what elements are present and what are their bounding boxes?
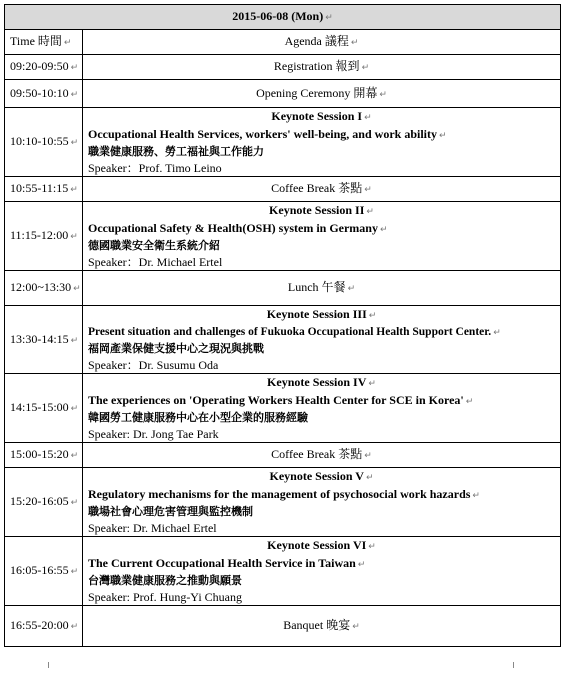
- session-topic: Occupational Safety & Health(OSH) system in Germany ↵: [88, 221, 388, 235]
- session-title-text: Keynote Session III: [266, 307, 367, 321]
- speaker-text: Speaker: Prof. Hung-Yi Chuang: [88, 590, 242, 604]
- session-speaker: [88, 254, 555, 270]
- session-speaker: [88, 357, 555, 373]
- agenda-header: Agenda 議程 ↵: [83, 30, 561, 55]
- time-cell: 15:20-16:05 ↵: [5, 468, 83, 537]
- session-topic-zh: 韓國勞工健康服務中心在小型企業的服務經驗: [88, 411, 308, 424]
- agenda-text: Registration 報到: [273, 59, 360, 73]
- session-topic: The experiences on 'Operating Workers Health Center for SCE in Korea' ↵: [88, 393, 474, 407]
- session-title-text: Keynote Session II: [269, 203, 365, 217]
- time-cell: 13:30-14:15 ↵: [5, 306, 83, 374]
- session-topic-zh: 職場社會心理危害管理與監控機制: [88, 505, 253, 518]
- time-text: 16:55-20:00: [10, 618, 69, 632]
- session-title-text: Keynote Session VI: [267, 538, 367, 552]
- agenda-header-label: Agenda 議程: [284, 34, 349, 48]
- time-text: 10:10-10:55: [10, 134, 69, 148]
- keynote-row: [5, 537, 561, 606]
- header-row: [5, 30, 561, 55]
- keynote-cell: [83, 374, 561, 443]
- agenda-cell: Coffee Break 茶點 ↵: [83, 177, 561, 202]
- page-corner-mark: [48, 662, 55, 668]
- session-title: Keynote Session I ↵: [271, 109, 372, 123]
- speaker-text: Speaker: Dr. Michael Ertel: [88, 521, 217, 535]
- session-title: Keynote Session IV ↵: [267, 375, 376, 389]
- keynote-row: [5, 306, 561, 374]
- time-cell: 16:05-16:55 ↵: [5, 537, 83, 606]
- session-title-text: Keynote Session V: [269, 469, 364, 483]
- session-topic: Present situation and challenges of Fukuoka Occupational Health Support Center. ↵: [88, 326, 501, 338]
- session-topic: The Current Occupational Health Service in Taiwan ↵: [88, 556, 366, 570]
- session-topic-text: Present situation and challenges of Fukuoka Occupational Health Support Center.: [88, 326, 492, 338]
- session-topic-text: Occupational Safety & Health(OSH) system in Germany: [88, 221, 378, 235]
- session-topic-zh: 職業健康服務、勞工福祉與工作能力: [88, 145, 264, 158]
- speaker-text: Speaker：Dr. Michael Ertel: [88, 255, 223, 269]
- time-cell: 09:20-09:50 ↵: [5, 55, 83, 80]
- agenda-row: [5, 606, 561, 647]
- keynote-row: [5, 108, 561, 177]
- agenda-text: Opening Ceremony 開幕: [256, 85, 378, 100]
- agenda-cell: Lunch 午餐 ↵: [83, 271, 561, 306]
- time-text: 09:50-10:10: [10, 85, 69, 100]
- time-header: Time 時間 ↵: [5, 30, 83, 55]
- keynote-cell: [83, 537, 561, 606]
- time-header-label: Time 時間: [10, 34, 62, 48]
- time-cell: 10:55-11:15 ↵: [5, 177, 83, 202]
- time-text: 10:55-11:15: [10, 181, 69, 195]
- speaker-text: Speaker：Dr. Susumu Oda: [88, 358, 219, 372]
- session-title: Keynote Session III ↵: [266, 307, 377, 321]
- keynote-cell: [83, 468, 561, 537]
- session-title-text: Keynote Session I: [271, 109, 363, 123]
- agenda-row: [5, 80, 561, 108]
- session-title: Keynote Session VI ↵: [267, 538, 376, 552]
- session-topic: Regulatory mechanisms for the management of psychosocial work hazards ↵: [88, 487, 480, 501]
- page-corner-mark: [507, 662, 514, 668]
- time-cell: 09:50-10:10 ↵: [5, 80, 83, 108]
- session-topic-zh: 台灣職業健康服務之推動與願景: [88, 574, 242, 587]
- time-text: 16:05-16:55: [10, 563, 69, 577]
- agenda-row: [5, 271, 561, 306]
- time-text: 12:00~13:30: [10, 280, 72, 294]
- time-text: 11:15-12:00: [10, 228, 69, 242]
- agenda-text: Coffee Break 茶點: [271, 181, 363, 195]
- agenda-text: Banquet 晚宴: [283, 618, 351, 632]
- time-text: 14:15-15:00: [10, 400, 69, 414]
- date-row: [5, 5, 561, 30]
- keynote-cell: [83, 306, 561, 374]
- session-topic-text: The experiences on 'Operating Workers Health Center for SCE in Korea': [88, 393, 464, 407]
- date-text: 2015-06-08 (Mon): [232, 9, 324, 23]
- session-topic-text: Occupational Health Services, workers' well-being, and work ability: [88, 127, 437, 141]
- session-title-text: Keynote Session IV: [267, 375, 367, 389]
- session-speaker: [88, 520, 555, 536]
- agenda-row: [5, 55, 561, 80]
- agenda-cell: Banquet 晚宴 ↵: [83, 606, 561, 647]
- speaker-text: Speaker：Prof. Timo Leino: [88, 161, 222, 175]
- agenda-cell: Registration 報到 ↵: [83, 55, 561, 80]
- time-cell: 14:15-15:00 ↵: [5, 374, 83, 443]
- time-cell: 10:10-10:55 ↵: [5, 108, 83, 177]
- session-speaker: [88, 160, 555, 176]
- agenda-row: [5, 443, 561, 468]
- session-topic-zh: 德國職業安全衛生系統介紹: [88, 239, 220, 252]
- date-cell: 2015-06-08 (Mon) ↵: [5, 5, 561, 30]
- agenda-cell: Coffee Break 茶點 ↵: [83, 443, 561, 468]
- keynote-cell: [83, 202, 561, 271]
- session-speaker: [88, 426, 555, 442]
- session-speaker: [88, 589, 555, 605]
- session-title: Keynote Session II ↵: [269, 203, 374, 217]
- speaker-text: Speaker: Dr. Jong Tae Park: [88, 427, 219, 441]
- session-topic: Occupational Health Services, workers' well-being, and work ability ↵: [88, 127, 447, 141]
- keynote-row: [5, 374, 561, 443]
- keynote-row: [5, 468, 561, 537]
- time-text: 13:30-14:15: [10, 331, 69, 346]
- session-topic-zh: 福岡產業保健支援中心之現況與挑戰: [88, 342, 264, 355]
- session-topic-text: The Current Occupational Health Service in Taiwan: [88, 556, 356, 570]
- session-topic-text: Regulatory mechanisms for the management of psychosocial work hazards: [88, 487, 471, 501]
- agenda-text: Coffee Break 茶點: [271, 447, 363, 461]
- time-cell: 15:00-15:20 ↵: [5, 443, 83, 468]
- time-text: 15:20-16:05: [10, 494, 69, 508]
- time-text: 15:00-15:20: [10, 447, 69, 461]
- agenda-row: [5, 177, 561, 202]
- agenda-text: Lunch 午餐: [287, 280, 346, 294]
- time-text: 09:20-09:50: [10, 59, 69, 73]
- keynote-row: [5, 202, 561, 271]
- time-cell: 12:00~13:30 ↵: [5, 271, 83, 306]
- time-cell: 11:15-12:00 ↵: [5, 202, 83, 271]
- agenda-cell: Opening Ceremony 開幕 ↵: [83, 80, 561, 108]
- session-title: Keynote Session V ↵: [269, 469, 374, 483]
- time-cell: 16:55-20:00 ↵: [5, 606, 83, 647]
- keynote-cell: [83, 108, 561, 177]
- agenda-table: [4, 4, 561, 647]
